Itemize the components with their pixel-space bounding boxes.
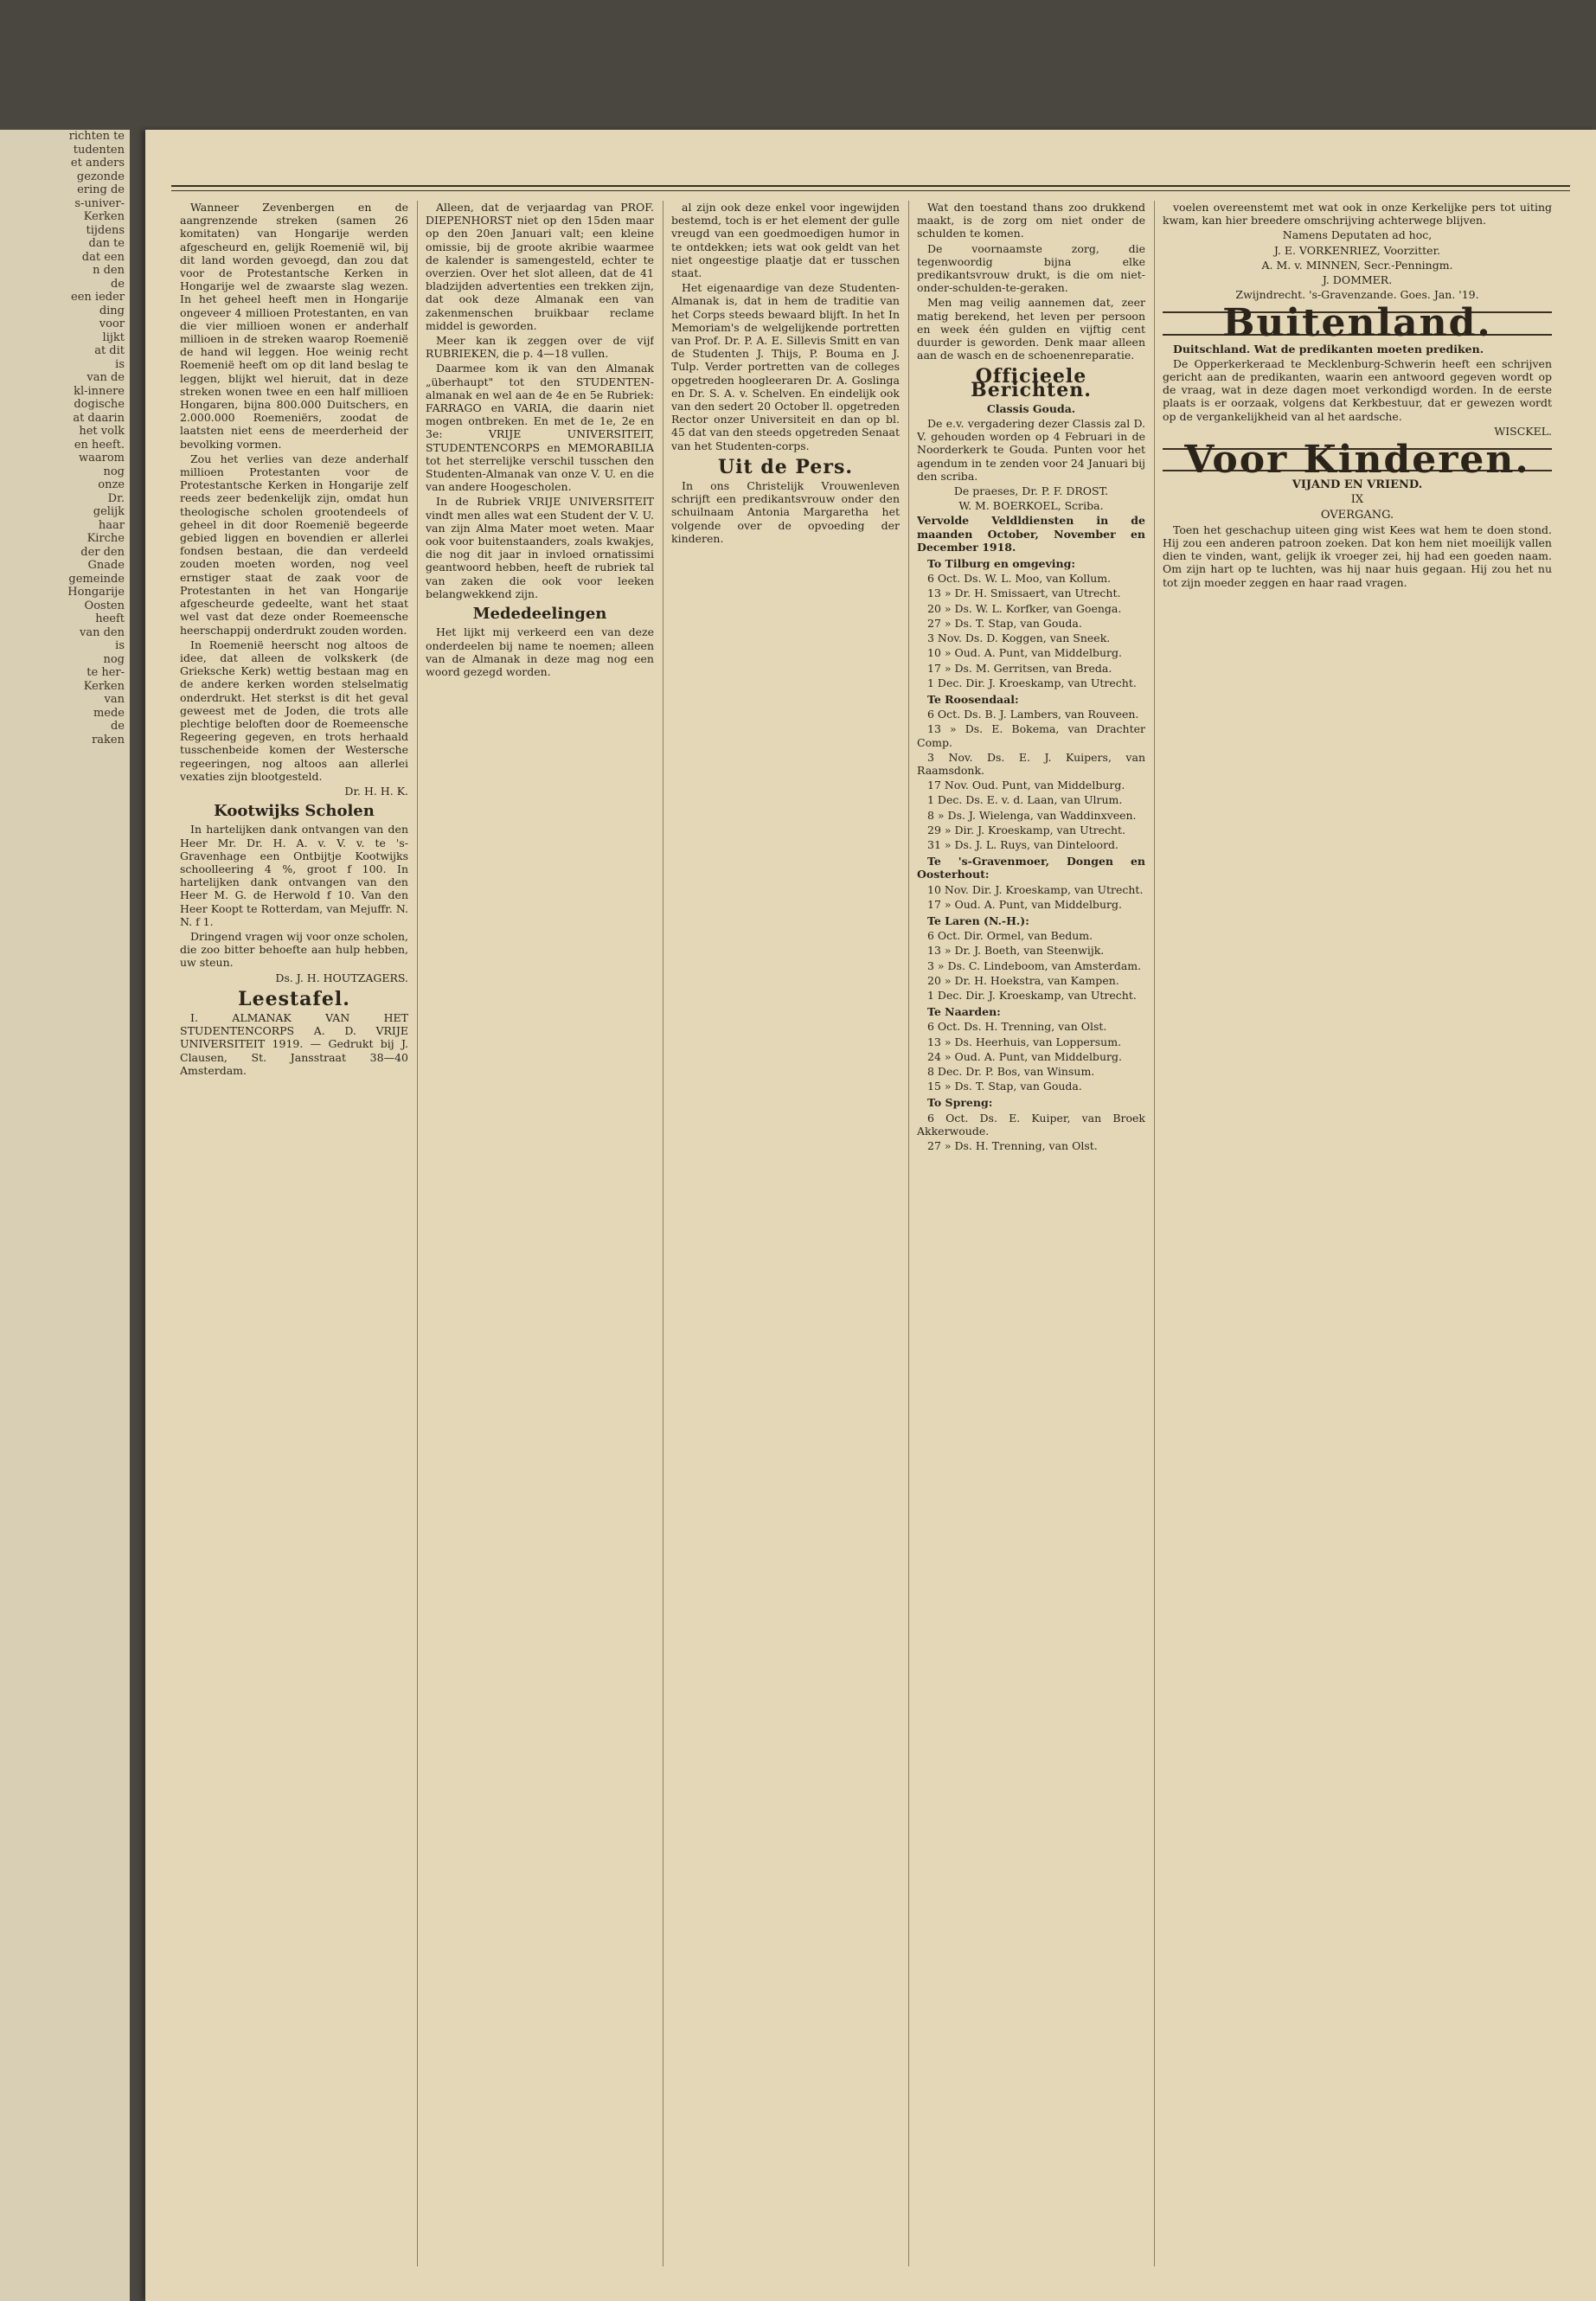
column-3 xyxy=(671,201,900,2266)
veldienst-entry: 27 » Ds. T. Stap, van Gouda. xyxy=(927,616,1082,630)
previous-page-fragment: tudenten xyxy=(73,143,125,157)
previous-page-fragment: gelijk xyxy=(93,505,125,518)
previous-page-fragment: te her- xyxy=(87,666,125,679)
previous-page-fragment: Kirche xyxy=(87,532,125,545)
officieele-berichten-heading: Officieele Berichten. xyxy=(971,365,1092,401)
col2-paragraph: Alleen, dat de verjaardag van PROF. DIEPENHORST niet op den 15den maar op den 20en Januari valt; een kleine omissie, bij de groote akribie waarmee de kalender is samengesteld, echter te overzien. Over het slot alleen, dat de 41 bladzijden advertenties een trekken zijn, dat ook deze Almanak een van zakenmenschen bruikbaar reclame middel is geworden. xyxy=(426,201,654,332)
previous-page-strip xyxy=(0,130,130,2301)
column-5 xyxy=(1163,201,1552,2266)
col4-paragraph: De voornaamste zorg, die tegenwoordig bijna elke predikantsvrouw drukt, is die om niet-onder-schulden-te-geraken. xyxy=(917,241,1145,295)
previous-page-fragment: haar xyxy=(98,518,125,532)
vijand-en-vriend-title: VIJAND EN VRIEND. xyxy=(1292,478,1423,492)
previous-page-fragment: de xyxy=(110,720,125,733)
previous-page-fragment: richten te xyxy=(68,130,125,143)
previous-page-fragment: Oosten xyxy=(84,599,125,612)
veldienst-entry: 6 Oct. Ds. B. J. Lambers, van Rouveen. xyxy=(927,708,1139,721)
column-separator xyxy=(417,201,418,2266)
previous-page-fragment: waarom xyxy=(79,452,125,465)
column-separator xyxy=(908,201,909,2266)
previous-page-fragment: at daarin xyxy=(73,411,125,425)
col3-paragraph: Het eigenaardige van deze Studenten-Almanak is, dat in hem de traditie van het Corps steeds bewaard blijft. In het In Memoriam's de welgelijkende portretten van Prof. Dr. P. A. E. Sillevis Smitt en van de Studenten J. Thijs, P. Bouma en J. Tulp. Verder portretten van de colleges opgetreden hoogleeraren Dr. A. Goslinga en Dr. S. A. v. Schelven. En eindelijk ook van den sedert 20 October ll. opgetreden Rector onzer Universiteit en dan op bl. 45 dat van den steeds opgetreden Senaat van het Studenten-corps. xyxy=(671,281,900,452)
previous-page-fragment: Gnade xyxy=(87,559,125,572)
column-separator xyxy=(1154,201,1155,2266)
veldienst-entry: Te Naarden: xyxy=(927,1005,1001,1019)
veldienst-entry: 20 » Dr. H. Hoekstra, van Kampen. xyxy=(927,973,1119,987)
kootwijks-text-2: Dringend vragen wij voor onze scholen, die zoo bitter behoefte aan hulp hebben, uw steun. xyxy=(180,929,408,970)
previous-page-fragment: is xyxy=(115,357,125,371)
previous-page-fragment: gemeinde xyxy=(68,572,125,586)
col5-sig-line: J. DOMMER. xyxy=(1322,273,1393,287)
veldienst-entry: 1 Dec. Dir. J. Kroeskamp, van Utrecht. xyxy=(927,676,1137,689)
previous-page-fragment: Kerken xyxy=(83,210,125,223)
previous-page-fragment: dogische xyxy=(74,398,125,411)
previous-page-fragment: nog xyxy=(103,652,125,666)
veldienst-entry: 8 Dec. Dr. P. Bos, van Winsum. xyxy=(927,1064,1095,1078)
col5-story: Toen het geschachup uiteen ging wist Kees wat hem te doen stond. Hij zou een anderen patroon zoeken. Dat kon hem niet moeilijk vallen dien te vinden, want, gelijk ik vroeger zei, hij had een goeden naam. Om zijn hart op te luchten, was hij naar huis gegaan. Hij zou het nu tot zijn moeder zeggen en haar raad vragen. xyxy=(1163,522,1552,589)
previous-page-fragment: een ieder xyxy=(71,291,125,304)
buitenland-heading: Buitenland. xyxy=(1163,311,1552,335)
col5-sig-line: Namens Deputaten ad hoc, xyxy=(1282,228,1433,242)
veldienst-entry: To Spreng: xyxy=(927,1096,993,1110)
previous-page-fragment: het volk xyxy=(79,425,125,438)
previous-page-fragment: tijdens xyxy=(86,223,125,237)
veldienst-entry: Te Laren (N.-H.): xyxy=(927,913,1029,927)
col5-sig-line: J. E. VORKENRIEZ, Voorzitter. xyxy=(1273,243,1441,257)
column-4 xyxy=(917,201,1145,2266)
veldienst-entry: 13 » Ds. E. Bokema, van Drachter Comp. xyxy=(917,722,1145,749)
previous-page-fragment: heeft xyxy=(95,612,125,625)
previous-page-fragment: ding xyxy=(99,304,125,317)
leestafel-heading: Leestafel. xyxy=(238,987,350,1010)
veldienst-entry: 13 » Dr. H. Smissaert, van Utrecht. xyxy=(927,586,1121,600)
col1-paragraph: In Roemenië heerscht nog altoos de idee, dat alleen de volkskerk (de Grieksche Kerk) wettig bestaan mag en de andere kerken worden stelselmatig onderdrukt. Het sterkst is dit het geval geweest met de Joden, die trots alle plechtige beloften door de Roemeensche Regeering gegeven, en trots herhaald tusschenbeide komen der Westersche regeeringen, nog altoos aan allerlei vexaties zijn blootgesteld. xyxy=(180,638,408,783)
previous-page-fragment: der den xyxy=(80,545,125,559)
veldienst-entry: 3 Nov. Ds. D. Koggen, van Sneek. xyxy=(927,631,1111,645)
newspaper-page xyxy=(145,130,1596,2301)
previous-page-fragment: Kerken xyxy=(83,679,125,693)
veldienst-entry: 3 » Ds. C. Lindeboom, van Amsterdam. xyxy=(927,958,1142,972)
previous-page-fragment: nog xyxy=(103,465,125,478)
col5-signature: WISCKEL. xyxy=(1494,424,1552,438)
classis-text: De e.v. vergadering dezer Classis zal D. V. gehouden worden op 4 Februari in de Noorderkerk te Gouda. Punten voor het agendum in te zenden voor 24 Januari bij den scriba. xyxy=(917,417,1145,483)
kootwijks-heading: Kootwijks Scholen xyxy=(214,802,375,821)
leestafel-text: I. ALMANAK VAN HET STUDENTENCORPS A. D. VRIJE UNIVERSITEIT 1919. — Gedrukt bij J. Clausen, St. Jansstraat 38—40 Amsterdam. xyxy=(180,1010,408,1077)
previous-page-fragment: is xyxy=(115,639,125,652)
col4-paragraph: Men mag veilig aannemen dat, zeer matig berekend, het leven per persoon en week één gulden en vijftig cent duurder is geworden. Denk maar alleen aan de wasch en de schoenenreparatie. xyxy=(917,296,1145,362)
previous-page-fragment: s-univer- xyxy=(74,196,125,210)
veldienst-entry: 20 » Ds. W. L. Korfker, van Goenga. xyxy=(927,601,1122,615)
col3-after: In ons Christelijk Vrouwenleven schrijft een predikantsvrouw onder den schuilnaam Antonia Margaretha het volgende over de opvoeding der kinderen. xyxy=(671,479,900,545)
veldienst-entry: 6 Oct. Dir. Ormel, van Bedum. xyxy=(927,929,1093,943)
col5-top-text: voelen overeenstemt met wat ook in onze Kerkelijke pers tot uiting kwam, kan hier breedere omschrijving achterwege blijven. xyxy=(1163,201,1552,228)
col1-signature: Dr. H. H. K. xyxy=(344,784,408,798)
classis-signature-2: W. M. BOERKOEL, Scriba. xyxy=(958,499,1104,513)
previous-page-fragment: dan te xyxy=(88,237,125,250)
uit-de-pers-heading: Uit de Pers. xyxy=(718,455,853,478)
veldienst-entry: 17 » Oud. A. Punt, van Middelburg. xyxy=(927,897,1122,911)
veldienst-entry: 24 » Oud. A. Punt, van Middelburg. xyxy=(927,1049,1122,1063)
previous-page-fragment: van den xyxy=(80,625,125,639)
col2-paragraph: Daarmee kom ik van den Almanak „überhaupt" tot den STUDENTEN-almanak en wel aan de 4e en 5e Rubriek: FARRAGO en VARIA, die daarin niet mogen ontbreken. En met de 1e, 2e en 3e: VRIJE UNIVERSITEIT, STUDENTENCORPS en MEMORABILIA tot het sterrelijke verschil tusschen den Studenten-Almanak van onze V. U. en die van andere Hoogescholen. xyxy=(426,362,654,494)
previous-page-fragment: de xyxy=(110,277,125,291)
column-2 xyxy=(426,201,654,2266)
previous-page-fragment: van de xyxy=(87,371,125,384)
col1-paragraph: Wanneer Zevenbergen en de aangrenzende streken (samen 26 komitaten) van Hongarije werden afgescheurd en, gelijk Roemenië wil, bij dit land worden gevoegd, dan zou dat voor de Protestantsche Kerken in Hongarije wel de zwaarste slag wezen. In het geheel heeft men in Hongarije ongeveer 4 millioen Protestanten, en van die vier millioen wonen er anderhalf millioen in de streken waarop Roemenië de hand wil leggen. Hoe weinig recht Roemenië heeft om op dit land beslag te leggen, blijkt wel hieruit, dat in deze streken wonen twee en een half millioen Hongaren, bijna 800.000 Duitschers, en 2.000.000 Roemeniërs, zoodat de laatsten niet eens de meerderheid der bevolking vormen. xyxy=(180,201,408,451)
veldienst-entry: 1 Dec. Ds. E. v. d. Laan, van Ulrum. xyxy=(927,793,1123,807)
classis-signature-1: De praeses, Dr. P. F. DROST. xyxy=(953,484,1109,498)
veldienst-entry: 27 » Ds. H. Trenning, van Olst. xyxy=(927,1139,1098,1152)
col5-place: Zwijndrecht. 's-Gravenzande. Goes. Jan. '19. xyxy=(1235,288,1479,302)
veldienst-entry: 17 Nov. Oud. Punt, van Middelburg. xyxy=(927,779,1125,792)
veldienst-entry: 6 Oct. Ds. H. Trenning, van Olst. xyxy=(927,1020,1107,1034)
voor-kinderen-heading: Voor Kinderen. xyxy=(1163,448,1552,471)
veldienst-entry: 13 » Ds. Heerhuis, van Loppersum. xyxy=(927,1035,1122,1048)
veldienst-entry: 1 Dec. Dir. J. Kroeskamp, van Utrecht. xyxy=(927,988,1137,1002)
veldienst-entry: 10 Nov. Dir. J. Kroeskamp, van Utrecht. xyxy=(927,882,1144,896)
veldienst-entry: To Tilburg en omgeving: xyxy=(927,557,1075,571)
col2-heading: Mededeelingen xyxy=(472,605,607,624)
col1-paragraph: Zou het verlies van deze anderhalf millioen Protestanten voor de Protestantsche Kerken in Hongarije zelf reeds zeer bedenkelijk zijn, omdat hun theologische scholen grootendeels of geheel in dit door Roemenië begeerde gebied liggen en bovendien er allerlei fondsen bestaan, die dan verdeeld zouden moeten worden, nog veel ernstiger staat de zaak voor de Protestanten in het van Hongarije afgescheurde gedeelte, want het staat wel vast dat deze onder Roemeensche heerschappij onderdrukt zouden worden. xyxy=(180,452,408,637)
previous-page-fragment: mede xyxy=(93,706,125,720)
previous-page-fragment: dat een xyxy=(81,250,125,264)
chapter-title: OVERGANG. xyxy=(1320,508,1394,522)
previous-page-fragment: at dit xyxy=(94,344,125,357)
veldiensten-list xyxy=(917,557,1145,1152)
veldienst-entry: 29 » Dir. J. Kroeskamp, van Utrecht. xyxy=(927,823,1126,836)
veldienst-entry: 6 Oct. Ds. W. L. Moo, van Kollum. xyxy=(927,572,1112,586)
chapter-number: IX xyxy=(1350,493,1364,507)
kootwijks-text: In hartelijken dank ontvangen van den Heer Mr. Dr. H. A. v. V. v. te 's-Gravenhage een Ontbijtje Kootwijks schoolleering 4 %, groot f 100. In hartelijken dank ontvangen van den Heer M. G. de Herwold f 10. Van den Heer Koopt te Rotterdam, van Mejuffr. N. N. f 1. xyxy=(180,823,408,928)
veldienst-entry: 10 » Oud. A. Punt, van Middelburg. xyxy=(927,646,1122,660)
col3-paragraph: al zijn ook deze enkel voor ingewijden bestemd, toch is er het element der gulle vreugd van een goedmoedigen humor in te ontdekken; iets wat ook geldt van het niet ongeestige plaatje dat er tusschen staat. xyxy=(671,201,900,280)
previous-page-fragment: kl-innere xyxy=(74,384,125,398)
veldienst-entry: 31 » Ds. J. L. Ruys, van Dinteloord. xyxy=(927,837,1119,851)
previous-page-fragment: en heeft. xyxy=(74,438,125,452)
veldiensten-title: Vervolde Veldldiensten in de maanden October, November en December 1918. xyxy=(917,514,1145,554)
veldienst-entry: Te 's-Gravenmoer, Dongen en Oosterhout: xyxy=(917,855,1145,881)
classis-heading: Classis Gouda. xyxy=(986,401,1076,415)
kootwijks-signature: Ds. J. H. HOUTZAGERS. xyxy=(275,971,408,984)
previous-page-fragment: Dr. xyxy=(107,491,125,505)
previous-page-fragment: Hongarije xyxy=(67,586,125,599)
previous-page-fragment: raken xyxy=(92,733,125,747)
veldienst-entry: 3 Nov. Ds. E. J. Kuipers, van Raamsdonk. xyxy=(917,750,1145,777)
col5-para: De Opperkerkeraad te Mecklenburg-Schwerin heeft een schrijven gericht aan de predikanten, waarin een antwoord gegeven wordt op de vraag, wat in deze dagen moet verkondigd worden. In de eerste plaats is er oorzaak, volgens dat Kerkbestuur, dat er gewezen wordt op de vergankelijkheid van al het aardsche. xyxy=(1163,356,1552,423)
previous-page-fragment: lijkt xyxy=(102,330,125,344)
col2-tail: Het lijkt mij verkeerd een van deze onderdeelen bij name te noemen; alleen van de Almanak in deze mag nog een woord gezegd worden. xyxy=(426,625,654,678)
column-1 xyxy=(180,201,408,2266)
col5-para-title: Duitschland. Wat de predikanten moeten prediken. xyxy=(1173,342,1484,356)
veldienst-entry: 8 » Ds. J. Wielenga, van Waddinxveen. xyxy=(927,808,1137,822)
col2-paragraph: Meer kan ik zeggen over de vijf RUBRIEKEN, die p. 4—18 vullen. xyxy=(426,334,654,361)
col2-paragraph: In de Rubriek VRIJE UNIVERSITEIT vindt men alles wat een Student der V. U. van zijn Alma Mater moet weten. Maar ook voor buitenstaanders, zoals kwakjes, die nog dit jaar in invloed ornatissimi geantwoord hebben, heeft de rubriek tal van zaken die ook voor leeken belangwekkend zijn. xyxy=(426,495,654,600)
previous-page-fragment: gezonde xyxy=(76,170,125,183)
veldienst-entry: Te Roosendaal: xyxy=(927,692,1019,706)
previous-page-fragment: onze xyxy=(98,478,125,491)
col4-paragraph: Wat den toestand thans zoo drukkend maakt, is de zorg om niet onder de schulden te komen. xyxy=(917,201,1145,240)
previous-page-fragment: et anders xyxy=(70,157,125,170)
veldienst-entry: 13 » Dr. J. Boeth, van Steenwijk. xyxy=(927,944,1105,958)
previous-page-fragment: n den xyxy=(93,264,125,277)
previous-page-fragment: ering de xyxy=(77,183,125,196)
veldienst-entry: 17 » Ds. M. Gerritsen, van Breda. xyxy=(927,661,1112,675)
veldienst-entry: 15 » Ds. T. Stap, van Gouda. xyxy=(927,1080,1082,1093)
top-rule-thin xyxy=(171,190,1570,191)
top-rule xyxy=(171,185,1570,187)
veldienst-entry: 6 Oct. Ds. E. Kuiper, van Broek Akkerwoude. xyxy=(917,1111,1145,1138)
previous-page-fragment: van xyxy=(104,693,125,706)
col5-sig-line: A. M. v. MINNEN, Secr.-Penningm. xyxy=(1261,258,1453,272)
previous-page-fragment: voor xyxy=(99,317,125,330)
